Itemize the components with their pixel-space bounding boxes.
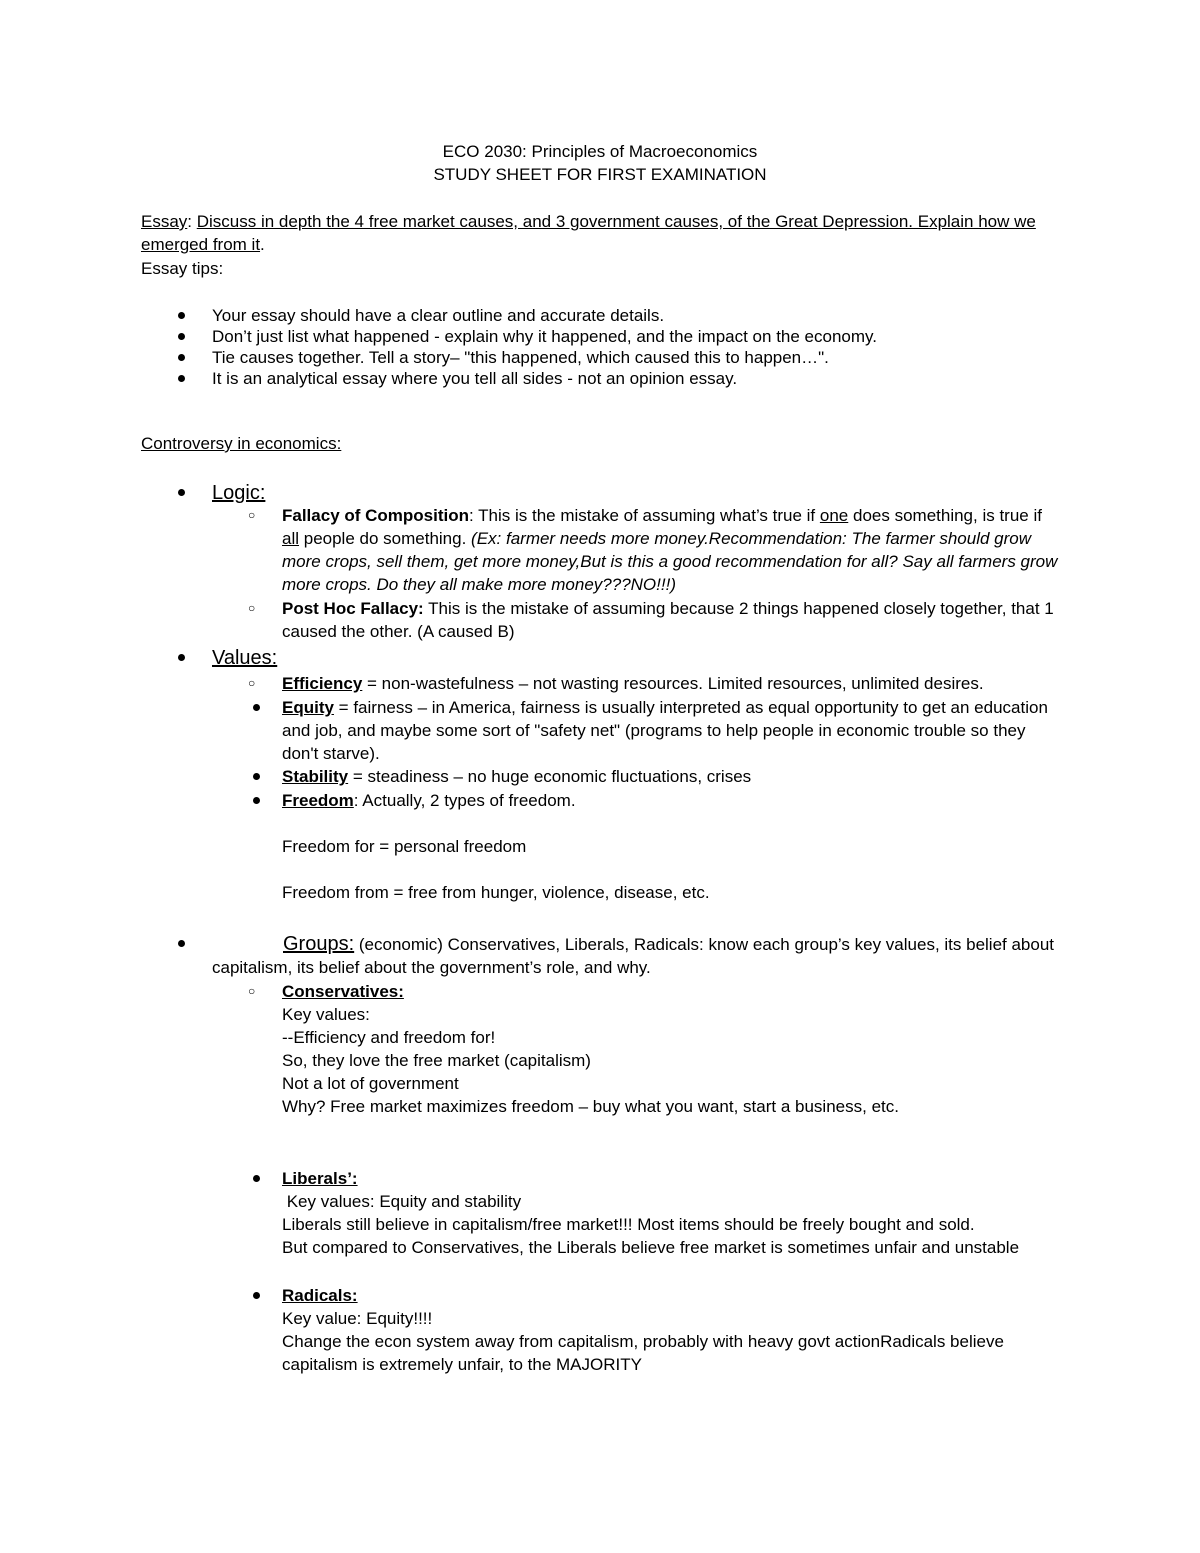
conservatives-line: Why? Free market maximizes freedom – buy what you want, start a business, etc. (282, 1097, 899, 1116)
equity-item: Equity = fairness – in America, fairness is usually interpreted as equal opportunity to get an education and job, and maybe some sort of "safety net" (programs to help people in economic trouble so they don't starve). (141, 696, 1061, 765)
post-hoc-term: Post Hoc Fallacy: (282, 599, 424, 618)
fallacy-composition-term: Fallacy of Composition (282, 506, 470, 525)
efficiency-item: ○ Efficiency = non-wastefulness – not wasting resources. Limited resources, unlimited desires. (248, 674, 984, 693)
radicals-term: Radicals: (282, 1286, 358, 1305)
conservatives-term: Conservatives: (282, 982, 404, 1001)
list-item: Tie causes together. Tell a story– "this happened, which caused this to happen…". (141, 347, 877, 368)
freedom-term: Freedom (282, 791, 354, 810)
essay-colon: : (187, 212, 197, 231)
groups-heading: Groups: (283, 933, 355, 955)
efficiency-term: Efficiency (282, 674, 363, 693)
essay-prompt (141, 210, 1061, 256)
essay-tips-label: Essay tips: (141, 259, 224, 278)
values-heading: Values: (212, 647, 278, 669)
list-item: It is an analytical essay where you tell all sides - not an opinion essay. (141, 368, 877, 389)
course-title: ECO 2030: Principles of Macroeconomics (442, 142, 758, 161)
logic-heading: Logic: (212, 482, 266, 504)
freedom-for: Freedom for = personal freedom (282, 837, 527, 856)
freedom-from: Freedom from = free from hunger, violence, disease, etc. (282, 883, 710, 902)
fallacy-example: (Ex: farmer needs more money.Recommendation: The farmer should grow more crops, sell them, get more money,But is this a good recommendation for all? Say all farmers grow more crops. Do they all make more money???NO!!!) (282, 529, 1058, 594)
sheet-title: STUDY SHEET FOR FIRST EXAMINATION (433, 165, 767, 184)
bullet-icon (178, 354, 185, 361)
list-item: Your essay should have a clear outline and accurate details. (141, 305, 877, 326)
conservatives-item (141, 980, 1061, 1118)
bullet-icon (178, 333, 185, 340)
bullet-icon (178, 940, 185, 947)
essay-tips-list (141, 305, 877, 389)
conservatives-line: Key values: (282, 1005, 370, 1024)
values-heading-item (141, 646, 1061, 670)
liberals-line: Liberals still believe in capitalism/free market!!! Most items should be freely bought and sold. (282, 1215, 975, 1234)
stability-term: Stability (282, 767, 349, 786)
bullet-icon (178, 375, 185, 382)
bullet-icon (253, 797, 260, 804)
radicals-line: Key value: Equity!!!! (282, 1309, 433, 1328)
logic-heading-item (141, 481, 1061, 505)
circle-bullet-icon: ○ (248, 508, 256, 522)
bullet-icon (253, 773, 260, 780)
bullet-icon (253, 1292, 260, 1299)
radicals-item (141, 1284, 1061, 1376)
equity-term: Equity (282, 698, 334, 717)
fallacy-of-composition-item: ○ Fallacy of Composition: This is the mistake of assuming what’s true if one does something, is true if all people do something. (Ex: farmer needs more money.Recommendation: The farmer should grow more crops, sell them, get more money,But is this a good recommendation for all? Say all farmers grow more crops. Do they all make more money???NO!!!) (248, 506, 1058, 594)
essay-label: Essay (141, 212, 188, 231)
list-item: Don’t just list what happened - explain why it happened, and the impact on the economy. (141, 326, 877, 347)
bullet-icon (178, 489, 185, 496)
liberals-item (141, 1167, 1061, 1259)
essay-prompt-text: Discuss in depth the 4 free market causes, and 3 government causes, of the Great Depression. Explain how we emerged from it (141, 212, 1036, 254)
bullet-icon (253, 704, 260, 711)
bullet-icon (178, 654, 185, 661)
liberals-line: Key values: Equity and stability (282, 1192, 522, 1211)
post-hoc-fallacy-item: ○ Post Hoc Fallacy: This is the mistake of assuming because 2 things happened closely together, that 1 caused the other. (A caused B) (248, 599, 1054, 641)
circle-bullet-icon: ○ (248, 601, 256, 615)
conservatives-line: --Efficiency and freedom for! (282, 1028, 496, 1047)
stability-item: Stability = steadiness – no huge economic fluctuations, crises (141, 765, 1061, 788)
conservatives-line: Not a lot of government (282, 1074, 459, 1093)
radicals-line: Change the econ system away from capitalism, probably with heavy govt actionRadicals believe capitalism is extremely unfair, to the MAJORITY (282, 1332, 1004, 1374)
groups-text: Groups: (economic) Conservatives, Liberals, Radicals: know each group’s key values, its belief about capitalism, its belief about the government’s role, and why. (212, 933, 1055, 977)
bullet-icon (253, 1175, 260, 1182)
circle-bullet-icon: ○ (248, 984, 256, 998)
bullet-icon (178, 312, 185, 319)
document-header (0, 140, 1200, 186)
liberals-term: Liberals’: (282, 1169, 358, 1188)
liberals-line: But compared to Conservatives, the Liberals believe free market is sometimes unfair and unstable (282, 1238, 1020, 1257)
circle-bullet-icon: ○ (248, 676, 256, 690)
controversy-heading: Controversy in economics: (141, 434, 342, 453)
conservatives-line: So, they love the free market (capitalism) (282, 1051, 591, 1070)
freedom-item: Freedom: Actually, 2 types of freedom. (141, 789, 1061, 812)
essay-end: . (260, 235, 265, 254)
groups-item (141, 932, 1061, 979)
